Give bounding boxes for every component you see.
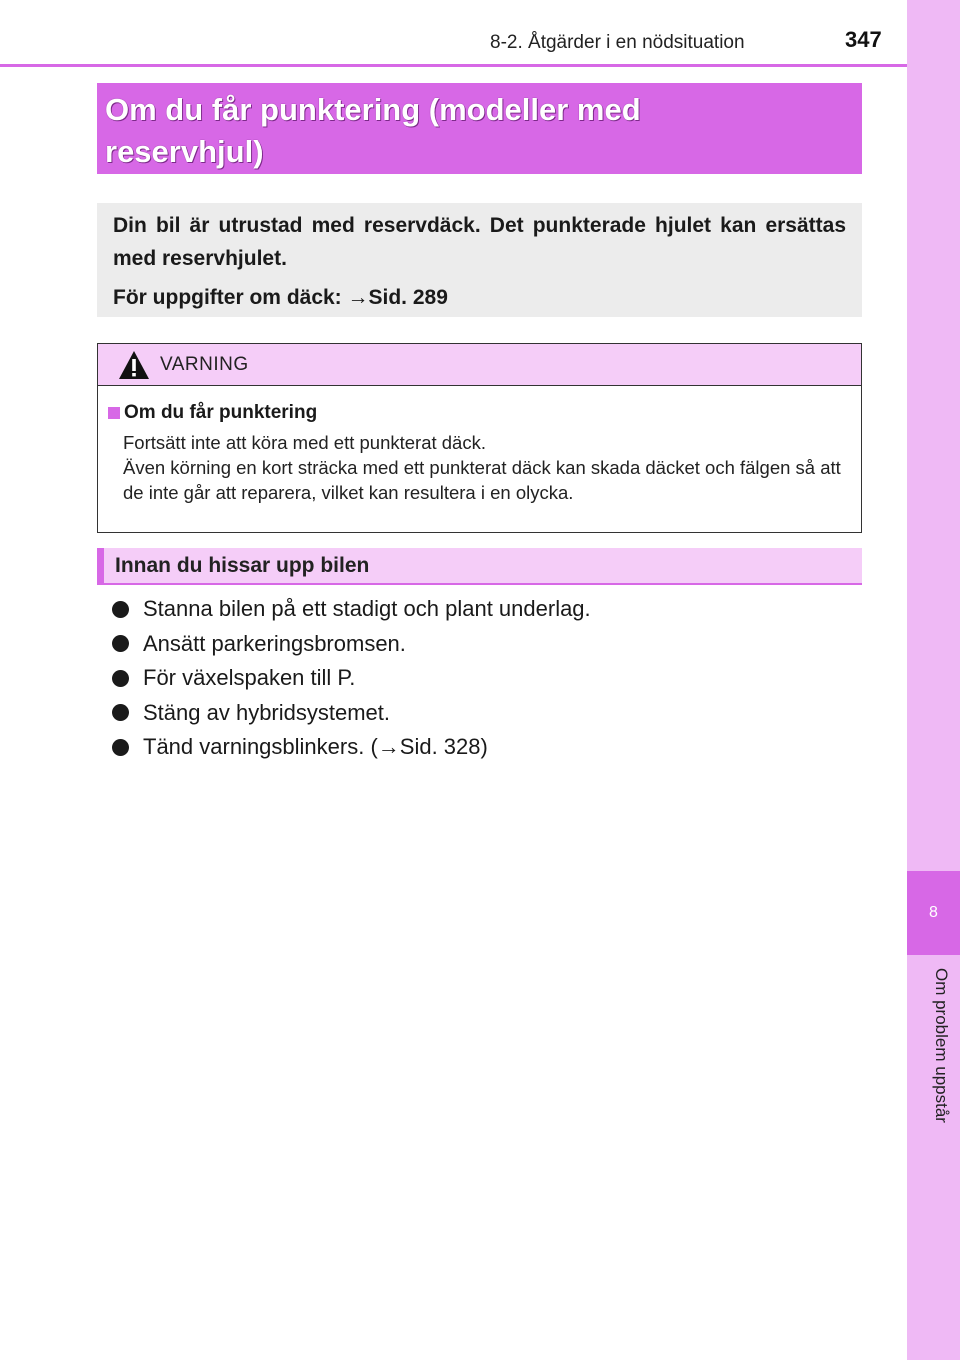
warning-triangle-icon [118,350,150,380]
page-title-box [97,83,862,174]
intro-reference-link[interactable]: För uppgifter om däck: →Sid. 289 [113,286,448,309]
step-text: Stanna bilen på ett stadigt och plant underlag. [143,596,591,622]
list-item [112,696,591,731]
page-title-line-1: Om du får punktering (modeller med [105,92,641,127]
step-text: Stäng av hybridsystemet. [143,699,391,725]
round-bullet-icon [112,704,129,721]
warning-body [98,386,861,505]
square-bullet-icon [108,407,120,419]
header-divider [0,64,907,67]
warning-subheading-text: Om du får punktering [124,402,318,423]
warning-header [98,344,861,386]
round-bullet-icon [112,670,129,687]
page-title-line-2: reservhjul) [105,134,264,169]
page-number: 347 [845,27,882,52]
round-bullet-icon [112,601,129,618]
step-text[interactable]: Tänd varningsblinkers. (→Sid. 328) [143,734,488,760]
chapter-number: 8 [929,904,938,921]
chapter-number-tab[interactable] [907,871,960,955]
step-text: Ansätt parkeringsbromsen. [143,630,406,656]
step-text: För växelspaken till P. [143,665,356,691]
warning-line-2: Även körning en kort sträcka med ett punkterat däck kan skada däcket och fälgen så att de inte går att reparera, vilket kan resultera i en olycka. [123,457,841,503]
warning-line-1: Fortsätt inte att köra med ett punkterat däck. [123,432,486,453]
list-item [112,627,591,662]
chapter-title: Om problem uppstår [932,968,951,1123]
list-item [112,592,591,627]
list-item [112,661,591,696]
warning-box [97,343,862,533]
header-section-title: 8-2. Åtgärder i en nödsituation [490,32,745,53]
warning-text [123,430,849,505]
section-heading-text: Innan du hissar upp bilen [115,553,370,577]
warning-label: VARNING [160,353,249,375]
section-heading [97,548,862,585]
round-bullet-icon [112,635,129,652]
warning-subheading [108,402,849,424]
step-list [112,592,591,765]
intro-box [97,203,862,317]
list-item [112,730,591,765]
round-bullet-icon [112,739,129,756]
intro-text: Din bil är utrustad med reservdäck. Det punkterade hjulet kan ersättas med reservhjulet. [113,214,846,270]
